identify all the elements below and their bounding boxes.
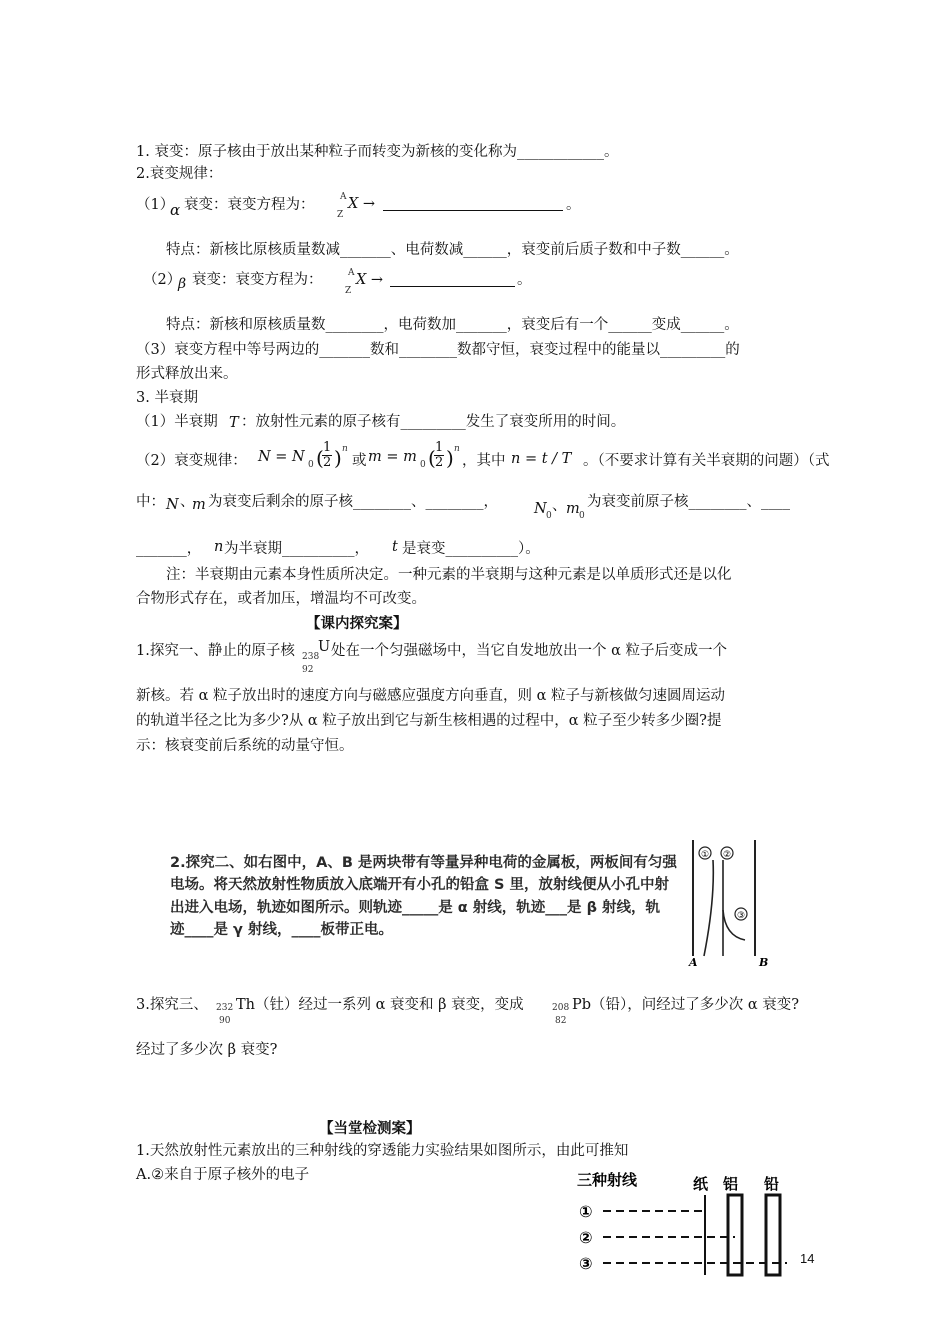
inquiry3-b: Th（钍）经过一系列 α 衰变和 β 衰变，变成 <box>236 997 524 1013</box>
track-label-3: ③ <box>736 911 746 921</box>
fig2-aluminum: 铝 <box>723 1175 739 1193</box>
inquiry3-line2: 经过了多少次 β 衰变? <box>136 1042 278 1058</box>
symbol-N0: N <box>534 501 547 517</box>
inquiry1-line3: 的轨道半径之比为多少?从 α 粒子放出到它与新生核相遇的过程中，α 粒子至少转多少圈?提 <box>136 713 722 729</box>
field-deflection-figure <box>685 840 780 970</box>
inquiry1-line4: 示：核衰变前后系统的动量守恒。 <box>136 738 354 754</box>
beta-equation-label: 衰变：衰变方程为： <box>192 272 323 288</box>
page-number: 14 <box>800 1251 815 1266</box>
formula-exp-1: n <box>342 444 348 454</box>
test-q1: 1.天然放射性元素放出的三种射线的穿透能力实验结果如图所示，由此可推知 <box>136 1143 629 1159</box>
u-mass: 238 <box>302 652 320 662</box>
alpha-equation-label: 衰变：衰变方程为： <box>184 197 315 213</box>
alpha-charge-Z: Z <box>337 210 344 220</box>
remaining-label: 中： <box>136 494 165 510</box>
pb-charge: 82 <box>555 1016 567 1026</box>
track-label-1: ① <box>700 850 710 860</box>
half-life-line-a: _______， <box>136 541 202 557</box>
section-header-inquiry: 【课内探究案】 <box>306 615 408 632</box>
formula-or: 或 <box>352 453 367 469</box>
inquiry1-line2: 新核。若 α 粒子放出时的速度方向与磁感应强度方向垂直，则 α 粒子与新核做匀速圆周运动 <box>136 688 726 704</box>
symbol-m: m <box>192 497 206 513</box>
inquiry3-a: 3.探究三、 <box>136 997 208 1013</box>
half-life-def-a: （1）半衰期 <box>136 414 218 430</box>
inquiry2-line2: 电场。将天然放射性物质放入底端开有小孔的铅盒 S 里，放射线便从小孔中射 <box>170 877 670 893</box>
formula-where: ，其中 <box>462 453 506 469</box>
alpha-mass-A: A <box>340 192 347 202</box>
fraction-1: $\frac{1}{2}$ <box>323 440 332 470</box>
pb-mass: 208 <box>552 1003 570 1013</box>
formula-exp-2: n <box>454 444 460 454</box>
alpha-equation-blank <box>383 210 563 211</box>
half-life-def-b: ：放射性元素的原子核有_________发生了衰变所用的时间。 <box>241 414 626 430</box>
fig2-title: 三种射线 <box>577 1171 638 1189</box>
inquiry1-a: 1.探究一、静止的原子核 <box>136 643 295 659</box>
alpha-parent-X: X → <box>348 196 376 212</box>
fraction-2: $\frac{1}{2}$ <box>435 440 444 470</box>
decay-law-label: （2）衰变规律： <box>136 453 247 469</box>
inquiry2-line4: 迹____是 γ 射线，____板带正电。 <box>170 922 393 938</box>
plate-label-b: B <box>759 956 769 969</box>
half-life-line-b: 为半衰期__________， <box>224 541 369 557</box>
alpha-end: 。 <box>566 197 581 213</box>
ray-label-1: ① <box>579 1202 593 1221</box>
formula-note: 。（不要求计算有关半衰期的问题）（式 <box>583 453 830 469</box>
remaining-text: 为衰变后剩余的原子核________、________， <box>208 494 498 510</box>
u-charge: 92 <box>302 665 314 675</box>
alpha-symbol: α <box>170 201 181 219</box>
section-header-test: 【当堂检测案】 <box>319 1120 421 1137</box>
note-line-2: 合物形式存在，或者加压，增温均不可改变。 <box>136 591 426 607</box>
inquiry2-line1: 2.探究二、如右图中，A、B 是两块带有等量异种电荷的金属板，两板间有匀强 <box>170 855 677 871</box>
inquiry1-b: 处在一个匀强磁场中，当它自发地放出一个 α 粒子后变成一个 <box>331 643 728 659</box>
beta-end: 。 <box>517 272 532 288</box>
test-option-a: A.②来自于原子核外的电子 <box>136 1167 310 1183</box>
beta-features: 特点：新核和原核质量数________，电荷数加_______，衰变后有一个______变成______。 <box>166 317 739 333</box>
symbol-n: n <box>214 539 224 555</box>
th-mass: 232 <box>216 1003 234 1013</box>
track-label-2: ② <box>722 850 732 860</box>
conservation-line: （3）衰变方程中等号两边的_______数和________数都守恒，衰变过程中的能量以_________的 <box>136 342 740 358</box>
symbol-t: t <box>392 539 398 555</box>
beta-symbol: β <box>178 276 187 292</box>
plate-label-a: A <box>689 956 698 969</box>
symbol-m0: m <box>566 501 580 517</box>
inquiry3-c: Pb（铅），问经过了多少次 α 衰变? <box>572 997 800 1013</box>
formula-N0-sub: 0 <box>308 460 314 470</box>
formula-m0-sub: 0 <box>420 460 426 470</box>
note-line-1: 注：半衰期由元素本身性质所决定。一种元素的半衰期与这种元素是以单质形式还是以化 <box>166 567 732 583</box>
decay-definition: 1. 衰变：原子核由于放出某种粒子而转变为新核的变化称为____________。 <box>136 144 619 160</box>
fig2-lead: 铅 <box>764 1175 780 1193</box>
half-life-line-c: 是衰变__________）。 <box>402 541 540 557</box>
beta-equation-blank <box>390 286 515 287</box>
ray-label-3: ③ <box>579 1254 593 1273</box>
initial-text: 为衰变前原子核________、____ <box>587 494 790 510</box>
formula-m: m = m <box>368 449 417 465</box>
ray-label-2: ② <box>579 1228 593 1247</box>
symbol-N: N <box>166 497 179 513</box>
alpha-label-num: （1） <box>136 197 175 213</box>
th-charge: 90 <box>219 1016 231 1026</box>
inquiry2-line3: 出进入电场，轨迹如图所示。则轨迹_____是 α 射线，轨迹___是 β 射线，轨 <box>170 900 661 916</box>
decay-rules-heading: 2.衰变规律： <box>136 166 223 182</box>
beta-charge-Z: Z <box>345 286 352 296</box>
penetration-figure <box>575 1165 795 1283</box>
half-life-heading: 3. 半衰期 <box>136 390 198 406</box>
beta-mass-A: A <box>348 268 355 278</box>
formula-N: N = N <box>258 449 305 465</box>
formula-n-def: n = t / T <box>511 451 572 467</box>
alpha-features: 特点：新核比原核质量数减_______、电荷数减______，衰变前后质子数和中子数______。 <box>166 242 739 258</box>
beta-label-num: （2） <box>143 272 182 288</box>
beta-parent-X: X → <box>356 272 384 288</box>
track-1 <box>704 860 713 956</box>
fig2-paper: 纸 <box>693 1175 709 1193</box>
u-symbol: U <box>318 639 331 655</box>
half-life-T: T <box>229 415 239 431</box>
conservation-line-2: 形式释放出来。 <box>136 366 238 382</box>
